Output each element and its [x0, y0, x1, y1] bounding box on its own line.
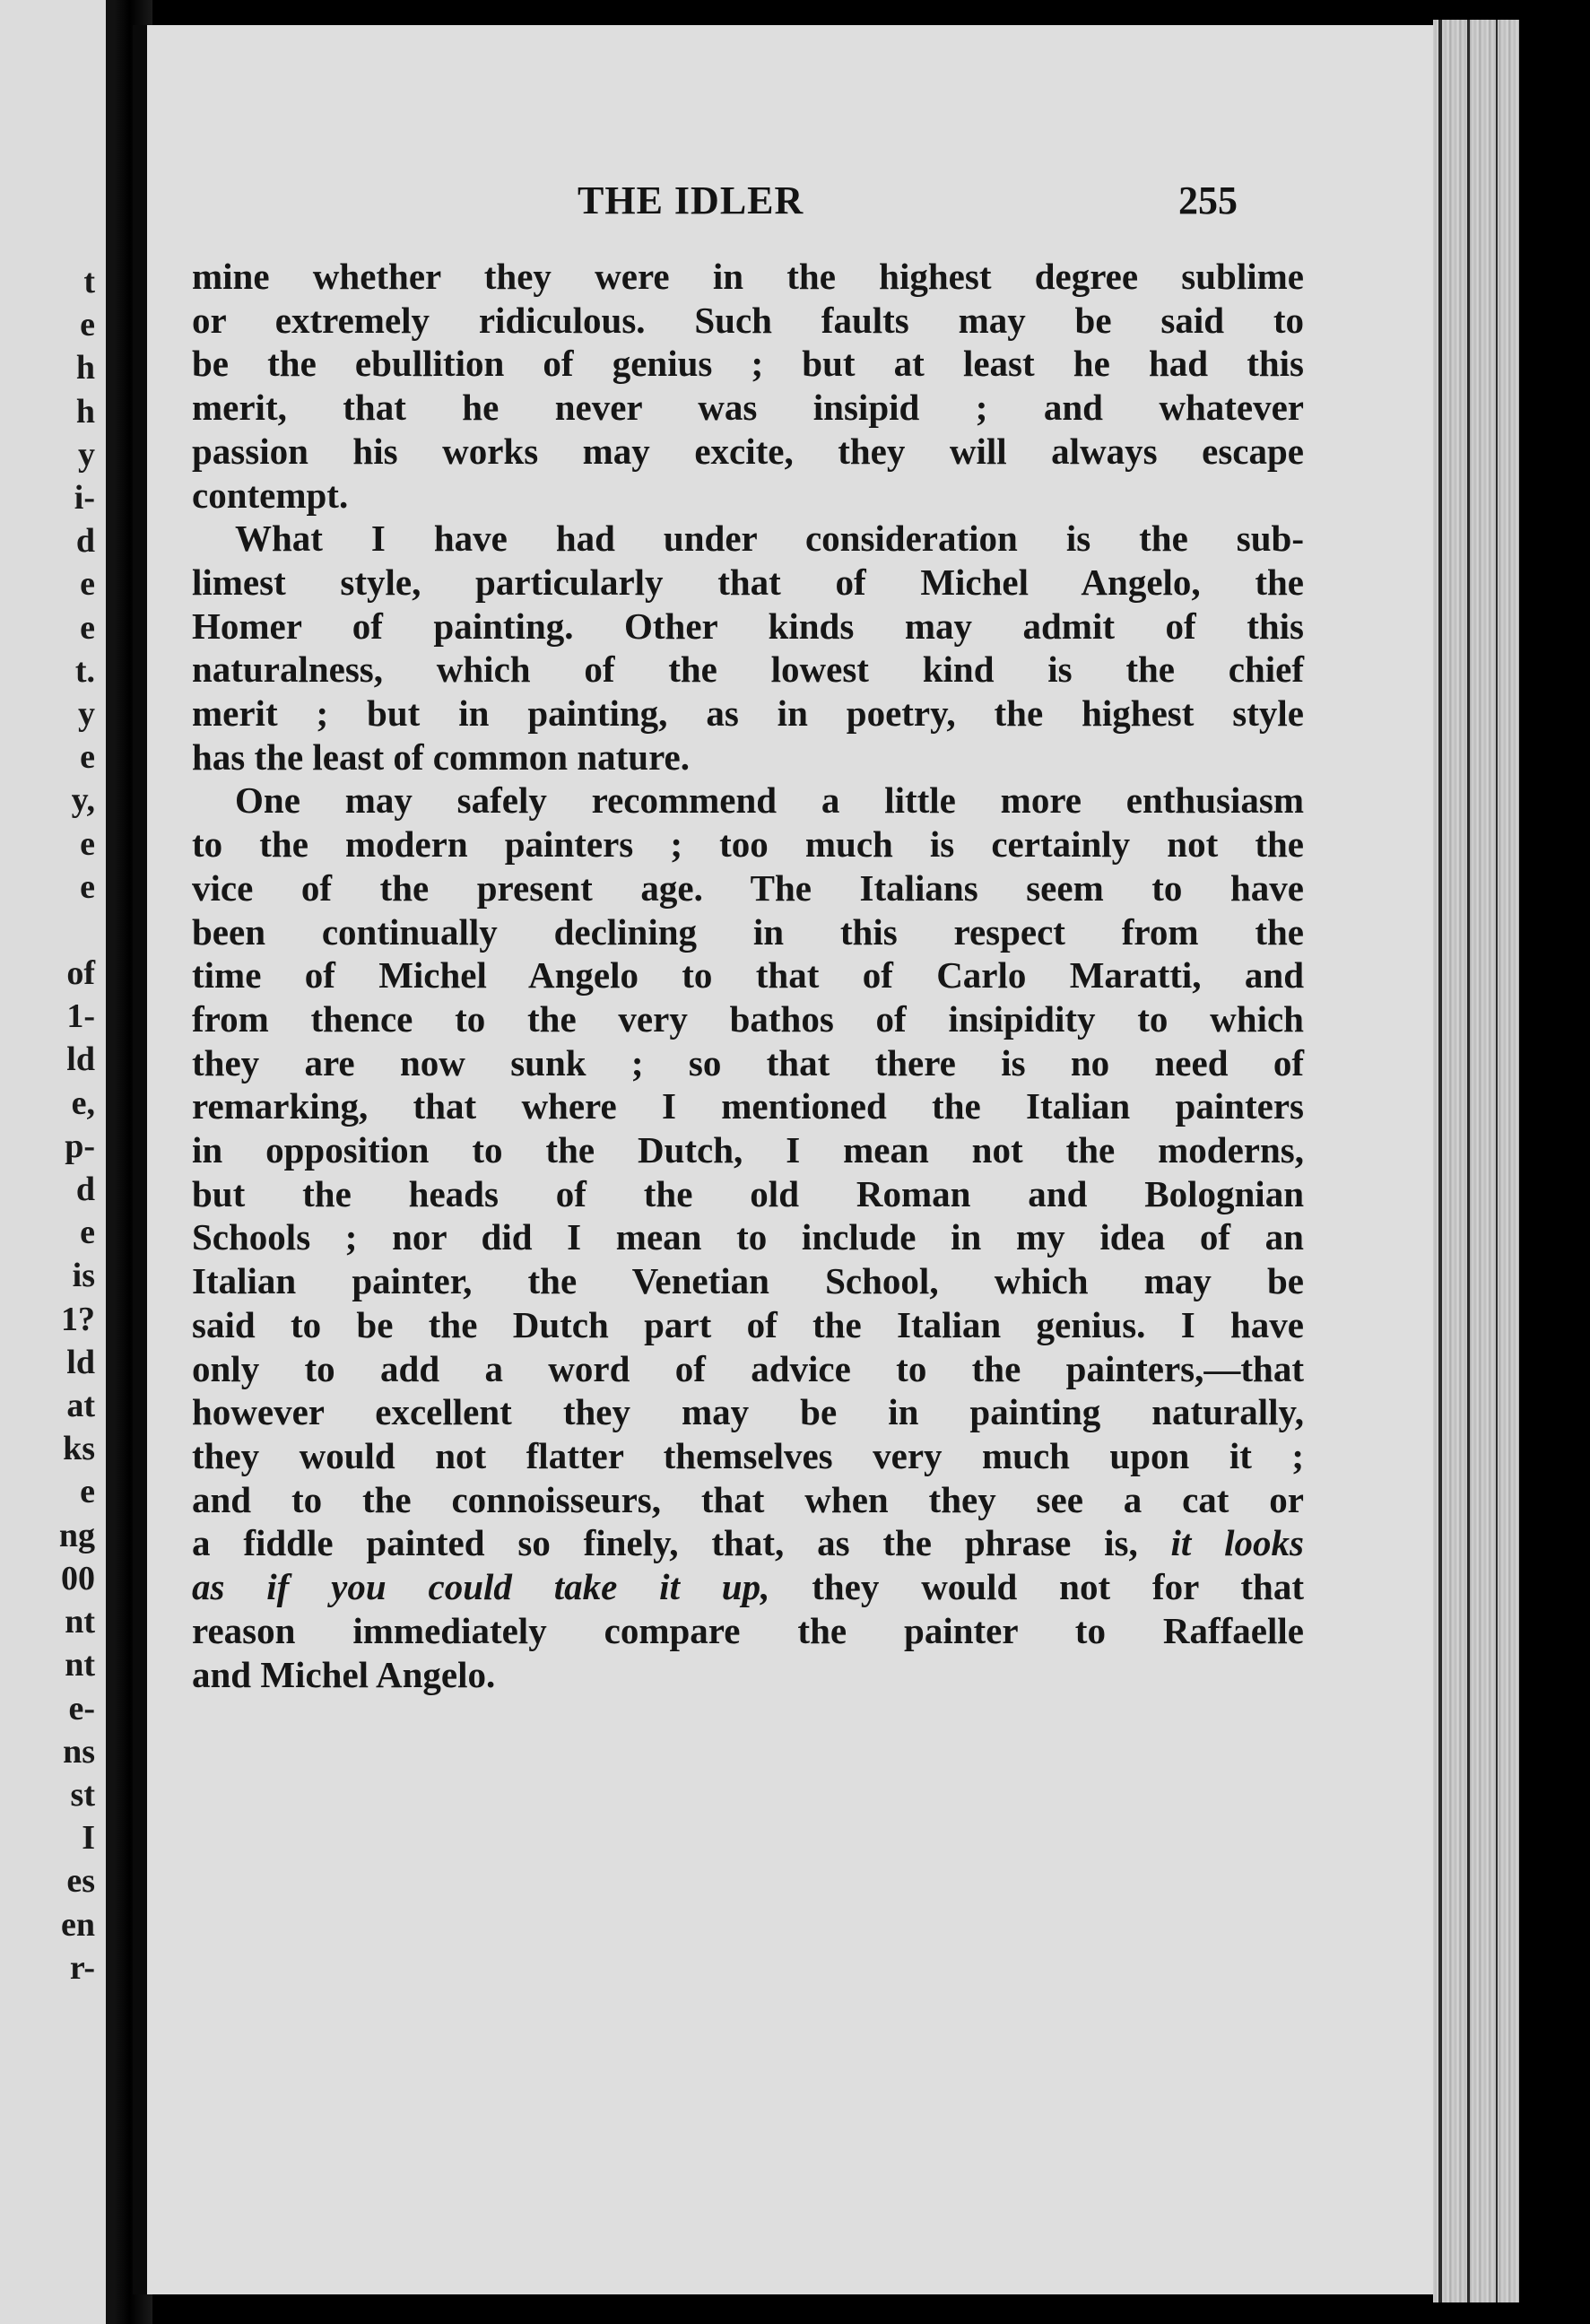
facing-page-fragment: ns [63, 1732, 95, 1771]
facing-page-fragment: y, [71, 781, 95, 820]
facing-page-fragment: st [70, 1775, 95, 1814]
facing-page-fragment: r- [69, 1948, 95, 1987]
text-line: they are now sunk ; so that there is no need of [192, 1041, 1304, 1084]
text-line: only to add a word of advice to the painters,—that [192, 1347, 1304, 1389]
page-edge-shadow [1496, 20, 1498, 2302]
body-text [192, 255, 1304, 1696]
text-line: has the least of common nature. [192, 735, 690, 778]
text-line: from thence to the very bathos of insipidity to which [192, 997, 1304, 1040]
facing-page-fragment: es [66, 1862, 95, 1901]
facing-page-fragment: y [78, 695, 95, 734]
facing-page-fragment: e, [71, 1084, 95, 1122]
text-line: and to the connoisseurs, that when they see a cat or [192, 1478, 1304, 1520]
italic-phrase: it looks [1170, 1522, 1304, 1564]
facing-page-fragment: e [80, 867, 95, 906]
text-line: merit ; but in painting, as in poetry, the highest style [192, 692, 1304, 735]
facing-page-fragment: ng [58, 1516, 95, 1554]
text-line: however excellent they may be in painting naturally, [192, 1391, 1304, 1433]
text-line: time of Michel Angelo to that of Carlo Maratti, and [192, 954, 1304, 997]
text-line: One may safely recommend a little more enthusiasm [235, 779, 1304, 822]
page-edge-shadow [1519, 20, 1527, 2302]
text-line: limest style, particularly that of Michel Angelo, the [192, 561, 1304, 603]
facing-page-fragment: e [80, 565, 95, 604]
facing-page-line-endings [59, 260, 95, 1989]
facing-page-fragment: of [66, 954, 95, 993]
facing-page-fragment: I [82, 1819, 95, 1858]
facing-page-fragment: h [75, 392, 95, 431]
text-line: What I have had under consideration is the sub- [235, 518, 1304, 560]
text-line: mine whether they were in the highest degree sublime [192, 256, 1304, 297]
text-line: reason immediately compare the painter to Raffaelle [192, 1609, 1304, 1651]
text-line: passion his works may excite, they will always escape [192, 430, 1304, 472]
facing-page-fragment: en [61, 1905, 95, 1944]
text-line: Italian painter, the Venetian School, which may be [192, 1260, 1304, 1302]
text-line: in opposition to the Dutch, I mean not the moderns, [192, 1129, 1304, 1171]
facing-page-fragment: e [80, 738, 95, 777]
facing-page-fragment: 1- [66, 997, 95, 1036]
facing-page-fragment: 00 [61, 1559, 95, 1597]
paragraph-2 [192, 517, 1304, 779]
facing-page-fragment: p- [65, 1127, 95, 1165]
facing-page-fragment [59, 909, 95, 952]
facing-page-fragment: nt [65, 1646, 95, 1684]
facing-page-sliver [0, 0, 115, 2324]
facing-page-fragment: e [80, 306, 95, 344]
facing-page-fragment: e [80, 1473, 95, 1511]
facing-page-fragment: t [83, 263, 95, 300]
facing-page-fragment: 1? [61, 1300, 95, 1338]
facing-page-fragment: h [75, 349, 95, 387]
text-line: remarking, that where I mentioned the Italian painters [192, 1085, 1304, 1127]
text-line: Schools ; nor did I mean to include in my idea of an [192, 1216, 1304, 1258]
text-run: a fiddle painted so finely, that, as the phrase is, [192, 1522, 1138, 1564]
text-line: naturalness, which of the lowest kind is the chief [192, 648, 1304, 691]
italic-phrase: as if you could take it up, [192, 1566, 770, 1608]
facing-page-fragment: e- [68, 1689, 95, 1728]
paragraph-3 [192, 779, 1304, 1696]
page-number: 255 [1178, 178, 1238, 222]
text-line-with-italic [192, 1565, 1304, 1609]
facing-page-fragment: ld [66, 1343, 95, 1381]
text-line: or extremely ridiculous. Such faults may be said to [192, 299, 1304, 341]
facing-page-fragment: nt [65, 1603, 95, 1641]
page-edge-shadow [1438, 20, 1442, 2302]
text-line: said to be the Dutch part of the Italian genius. I have [192, 1303, 1304, 1345]
text-line: they would not flatter themselves very much upon it ; [192, 1434, 1304, 1476]
facing-page-fragment: e [80, 824, 95, 863]
facing-page-fragment: d [75, 522, 95, 561]
text-line: Homer of painting. Other kinds may admit of this [192, 605, 1304, 647]
facing-page-fragment: y [78, 435, 95, 474]
facing-page-fragment: at [66, 1387, 95, 1425]
stacked-page-edges [1433, 20, 1527, 2302]
facing-page-fragment: ld [66, 1040, 95, 1079]
text-line: vice of the present age. The Italians seem to have [192, 866, 1304, 909]
running-head [147, 158, 1433, 222]
text-line: and Michel Angelo. [192, 1653, 496, 1695]
text-line: to the modern painters ; too much is certainly not the [192, 823, 1304, 866]
page-edge-shadow [1467, 20, 1470, 2302]
facing-page-fragment: e [80, 608, 95, 647]
paragraph-1 [192, 255, 1304, 517]
facing-page-fragment: i- [74, 479, 95, 518]
text-line: contempt. [192, 474, 349, 516]
book-page [133, 25, 1433, 2294]
text-line: but the heads of the old Roman and Bolognian [192, 1172, 1304, 1214]
facing-page-edge [106, 0, 115, 2324]
facing-page-fragment: t. [74, 651, 95, 690]
text-line: be the ebullition of genius ; but at least he had this [192, 343, 1304, 385]
running-head-title: THE IDLER [578, 178, 804, 222]
text-line-with-italic [192, 1521, 1304, 1565]
facing-page-fragment: is [72, 1257, 95, 1295]
facing-page-fragment: ks [63, 1430, 95, 1468]
text-run: they would not for that [769, 1566, 1304, 1608]
facing-page-fragment: e [80, 1214, 95, 1252]
text-line: been continually declining in this respect from the [192, 910, 1304, 953]
facing-page-fragment: d [75, 1171, 95, 1209]
text-line: merit, that he never was insipid ; and whatever [192, 387, 1304, 429]
